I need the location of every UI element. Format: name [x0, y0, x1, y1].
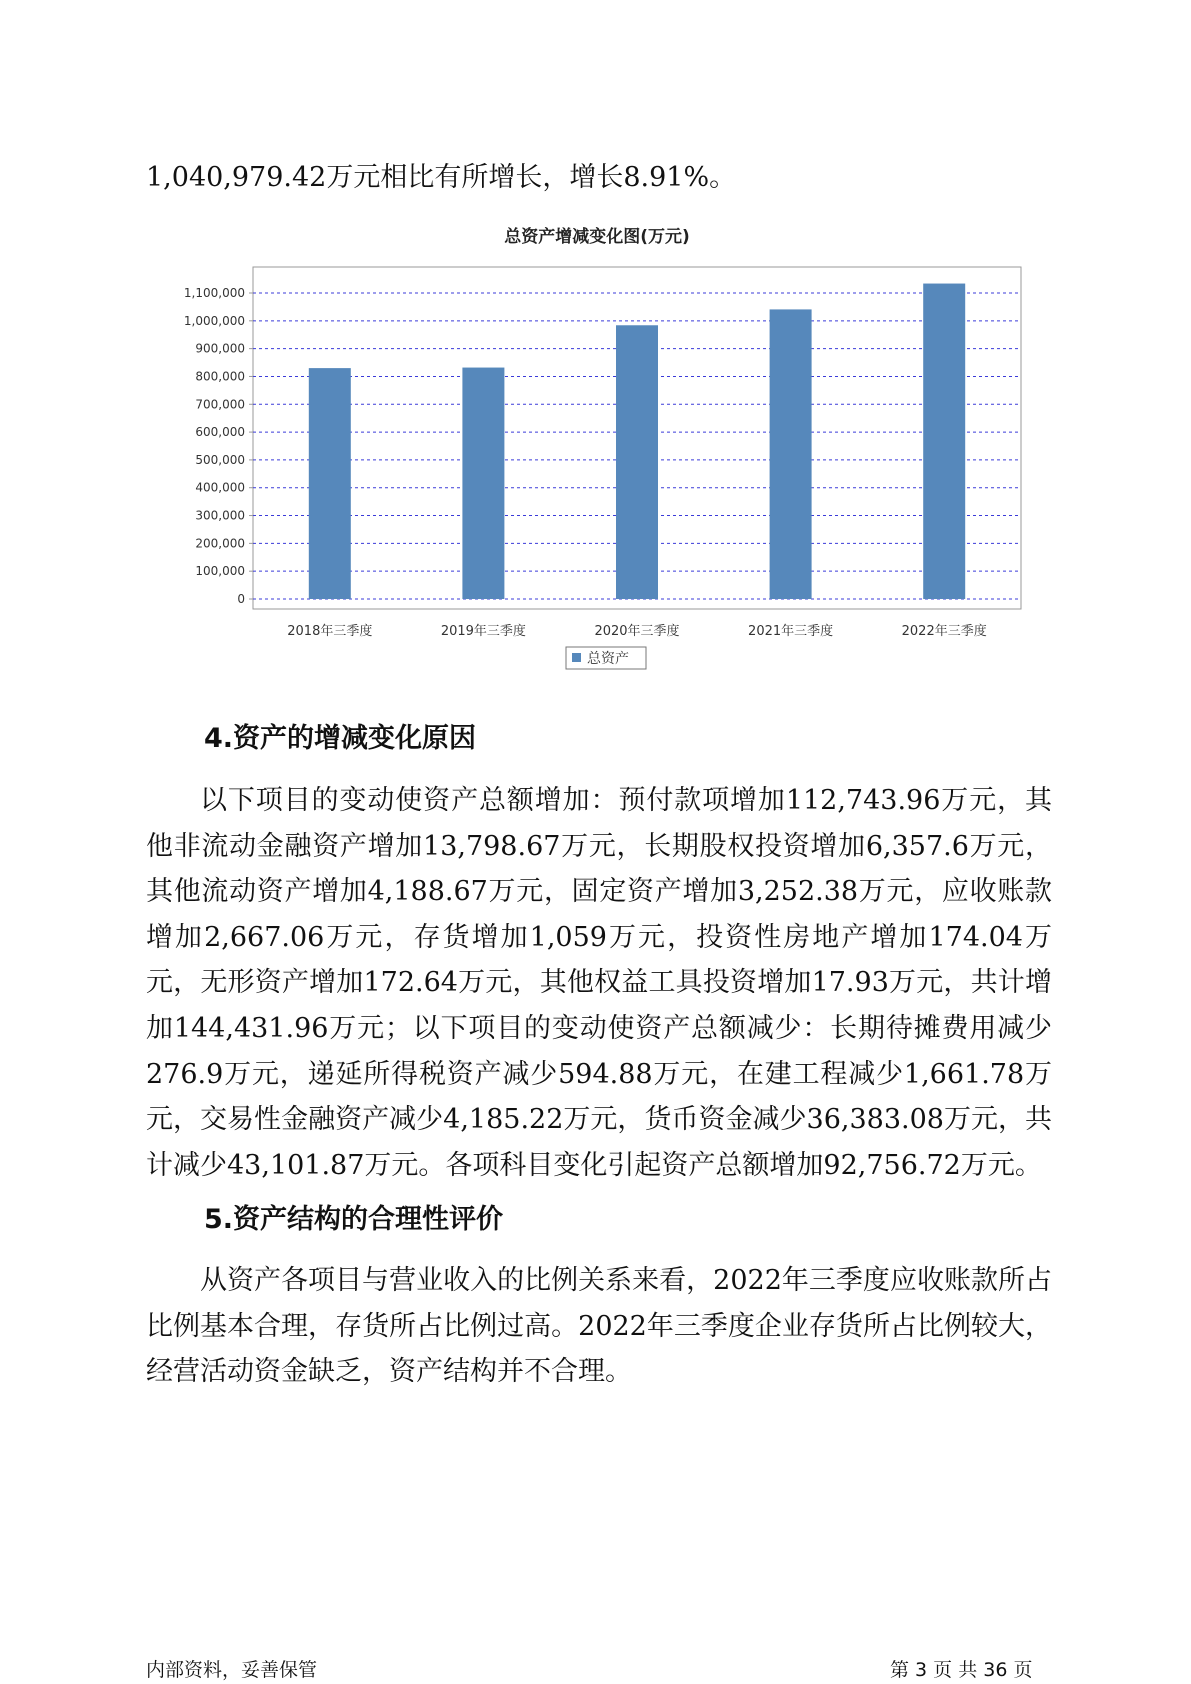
x-tick-label: 2021年三季度 — [748, 624, 834, 639]
section-4-paragraph: 以下项目的变动使资产总额增加：预付款项增加112,743.96万元，其他非流动金融资产增加13,798.67万元，长期股权投资增加6,357.6万元，其他流动资产增加4,188.67万元，固定资产增加3,252.38万元，应收账款增加2,667.06万元，存货增加1,059万元，投资性房地产增加174.04万元，无形资产增加172.64万元，其他权益工具投资增加17.93万元，共计增加144,431.96万元；以下项目的变动使资产总额减少：长期待摊费用减少276.9万元，递延所得税资产减少594.88万元，在建工程减少1,661.78万元，交易性金融资产减少4,185.22万元，货币资金减少36,383.08万元，共计减少43,101.87万元。各项科目变化引起资产总额增加92,756.72万元。 — [146, 785, 1052, 1181]
legend-swatch — [572, 653, 581, 662]
chart-title: 总资产增减变化图(万元) — [504, 227, 690, 247]
y-tick-label: 100,000 — [195, 564, 245, 579]
x-tick-label: 2020年三季度 — [594, 624, 680, 639]
legend-label: 总资产 — [587, 651, 629, 667]
total-assets-bar-chart — [0, 210, 1191, 670]
y-tick-label: 0 — [237, 592, 245, 606]
bar — [462, 368, 504, 599]
x-tick-label: 2018年三季度 — [287, 624, 373, 639]
y-tick-label: 500,000 — [195, 452, 245, 467]
continued-text-line: 1,040,979.42万元相比有所增长，增长8.91%。 — [146, 162, 737, 193]
y-tick-label: 200,000 — [195, 536, 245, 551]
y-tick-label: 1,100,000 — [183, 286, 245, 300]
y-tick-label: 600,000 — [195, 425, 245, 440]
x-axis-ticks — [287, 623, 986, 639]
bar — [616, 325, 658, 599]
y-tick-label: 300,000 — [195, 508, 245, 523]
footer-confidential-note: 内部资料，妥善保管 — [146, 1659, 318, 1681]
footer-page-number: 第 3 页 共 36 页 — [890, 1659, 1033, 1681]
bar — [923, 284, 965, 599]
x-tick-label: 2019年三季度 — [440, 624, 526, 639]
y-tick-label: 400,000 — [195, 480, 245, 495]
bar — [770, 309, 812, 599]
section-4-heading: 4.资产的增减变化原因 — [204, 723, 477, 754]
x-tick-label: 2022年三季度 — [901, 624, 987, 639]
y-tick-label: 900,000 — [195, 341, 245, 356]
section-5-heading: 5.资产结构的合理性评价 — [204, 1204, 504, 1235]
y-tick-label: 800,000 — [195, 369, 245, 384]
chart-legend — [566, 647, 646, 669]
y-tick-label: 700,000 — [195, 397, 245, 412]
section-5-paragraph: 从资产各项目与营业收入的比例关系来看，2022年三季度应收账款所占比例基本合理，存货所占比例过高。2022年三季度企业存货所占比例较大，经营活动资金缺乏，资产结构并不合理。 — [146, 1265, 1052, 1388]
bar — [309, 368, 351, 599]
y-axis-ticks — [184, 286, 253, 606]
y-tick-label: 1,000,000 — [183, 313, 245, 328]
